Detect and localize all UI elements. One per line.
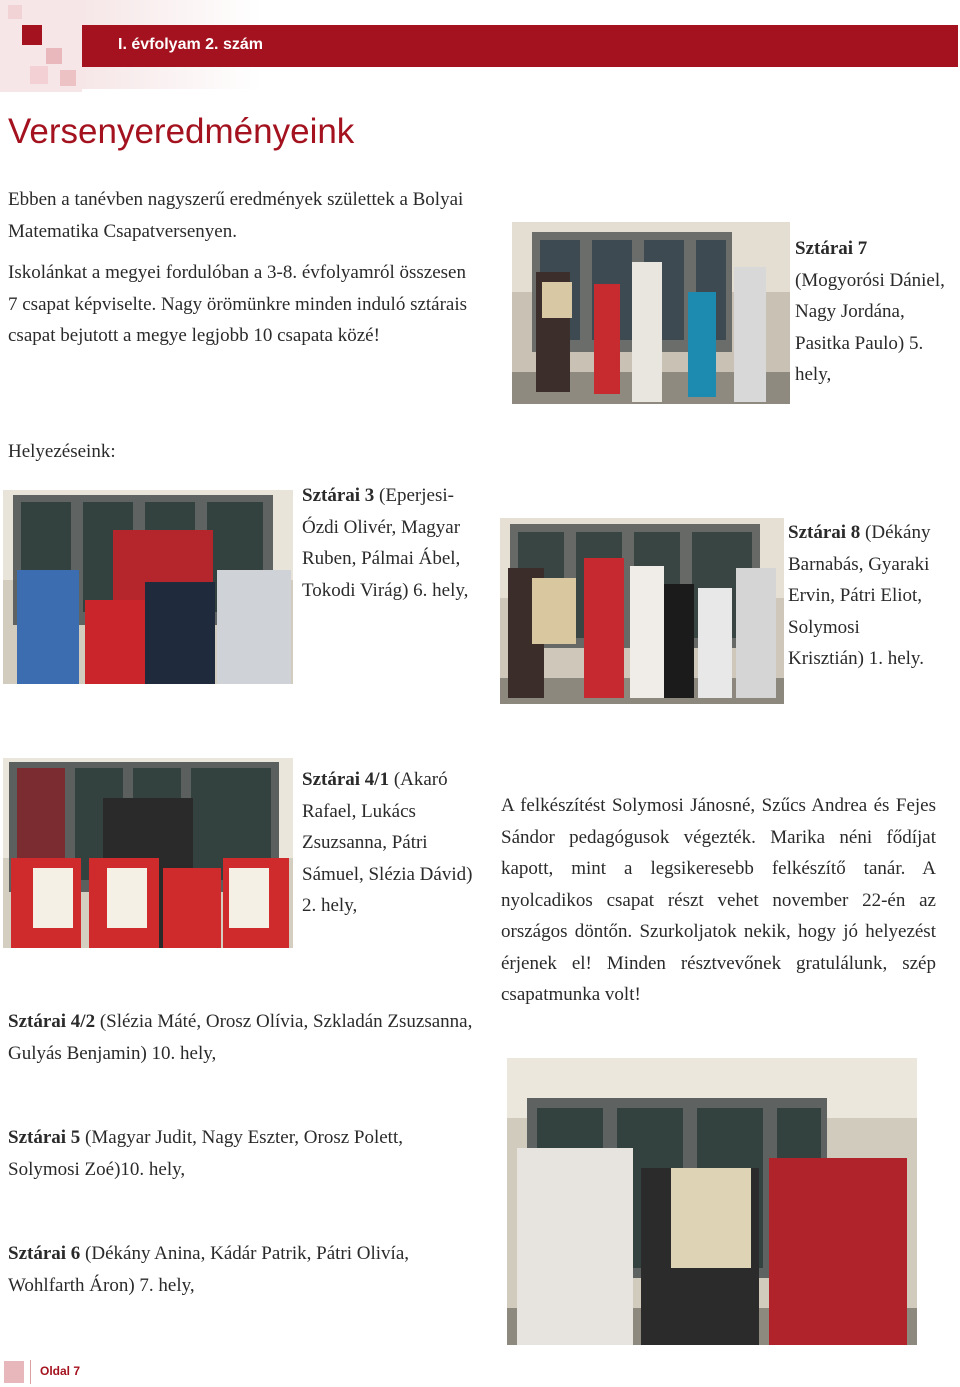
team-6-name: Sztárai 6 (8, 1243, 81, 1264)
team-8-caption (788, 517, 934, 675)
team-4-2-name: Sztárai 4/2 (8, 1011, 96, 1032)
team-3-photo (3, 490, 293, 684)
header-decor (0, 0, 82, 92)
team-8-name: Sztárai 8 (788, 522, 861, 543)
page-title: Versenyeredményeink (8, 112, 355, 151)
team-4-1-name: Sztárai 4/1 (302, 769, 390, 790)
team-3-caption (302, 480, 470, 606)
team-4-2-caption (8, 1006, 478, 1069)
teachers-photo (507, 1058, 917, 1345)
team-8-photo (500, 518, 784, 704)
team-7-caption (795, 233, 945, 391)
team-4-2-details: (Slézia Máté, Orosz Olívia, Szkladán Zsuzsanna, Gulyás Benjamin) 10. hely, (8, 1011, 473, 1064)
intro-paragraph-2: Iskolánkat a megyei fordulóban a 3-8. évfolyamról összesen 7 csapat képviselte. Nagy örömünkre minden induló sztárais csapat bejutott a megye legjobb 10 csapata közé! (8, 262, 468, 346)
team-6-caption (8, 1238, 428, 1301)
team-4-1-photo (3, 758, 293, 948)
team-7-name: Sztárai 7 (795, 238, 868, 259)
team-3-details: (Eperjesi-Ózdi Olivér, Magyar Ruben, Pálmai Ábel, Tokodi Virág) 6. hely, (302, 485, 469, 601)
team-7-photo (512, 222, 790, 404)
intro-paragraph-1: Ebben a tanévben nagyszerű eredmények születtek a Bolyai Matematika Csapatversenyen. (8, 189, 464, 242)
page-number: Oldal 7 (40, 1364, 81, 1378)
footer-square (4, 1361, 24, 1383)
team-5-details: (Magyar Judit, Nagy Eszter, Orosz Polett, Solymosi Zoé)10. hely, (8, 1127, 403, 1180)
footer-divider (30, 1360, 31, 1384)
team-5-caption (8, 1122, 478, 1185)
team-4-1-caption (302, 764, 474, 922)
team-4-1-details: (Akaró Rafael, Lukács Zsuzsanna, Pátri Sámuel, Slézia Dávid) 2. hely, (302, 769, 473, 916)
team-6-details: (Dékány Anina, Kádár Patrik, Pátri Olivía, Wohlfarth Áron) 7. hely, (8, 1243, 410, 1296)
team-8-details: (Dékány Barnabás, Gyaraki Ervin, Pátri Eliot, Solymosi Krisztián) 1. hely. (788, 522, 931, 669)
team-3-name: Sztárai 3 (302, 485, 375, 506)
issue-label: I. évfolyam 2. szám (118, 36, 263, 53)
team-5-name: Sztárai 5 (8, 1127, 81, 1148)
placements-label: Helyezéseink: (8, 441, 116, 462)
team-7-details: (Mogyorósi Dániel, Nagy Jordána, Pasitka Paulo) 5. hely, (795, 269, 945, 385)
closing-paragraph: A felkészítést Solymosi Jánosné, Szűcs Andrea és Fejes Sándor pedagógusok végezték. Marika néni fődíjat kapott, mint a legsikeresebb felkészítő tanár. A nyolcadikos csapat részt vehet november 22-én az országos döntőn. Szurkoljatok nekik, hogy jó helyezést érjenek el! Minden résztvevőnek gratulálunk, szép csapatmunka volt! (501, 795, 936, 1005)
